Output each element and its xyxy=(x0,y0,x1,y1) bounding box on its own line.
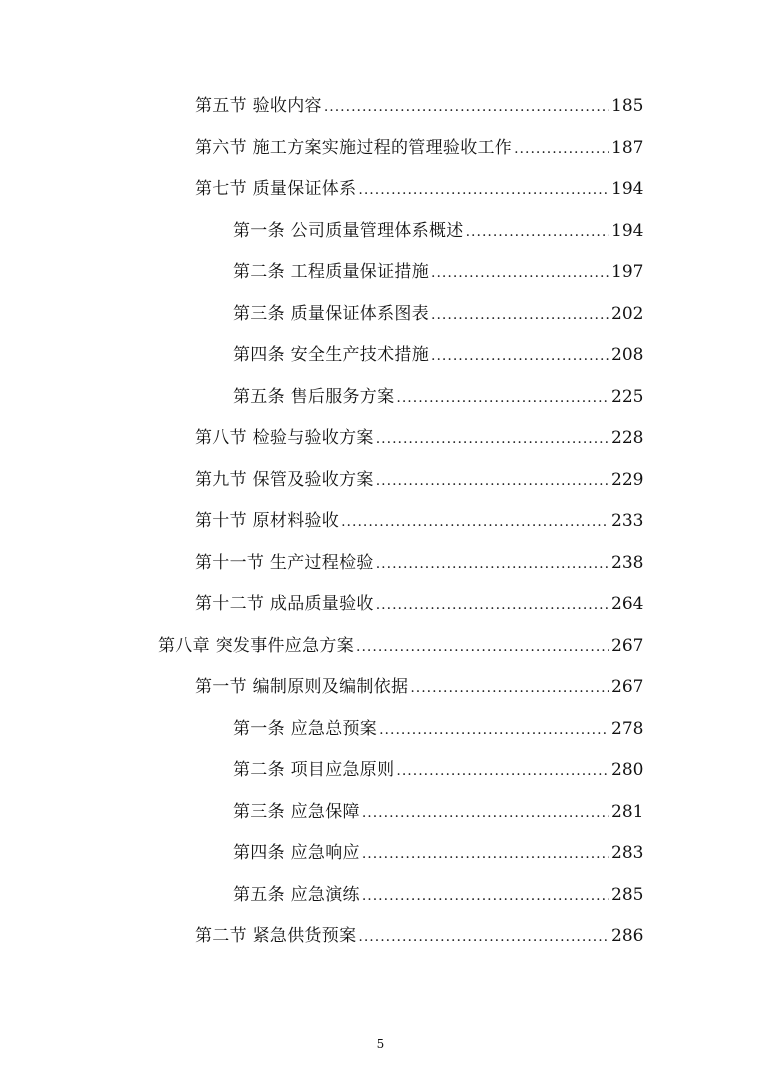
toc-entry-page: 264 xyxy=(611,594,644,614)
toc-entry-title: 第十节 原材料验收 xyxy=(195,511,340,531)
dot-leader xyxy=(376,467,609,495)
toc-entry-page: 225 xyxy=(611,386,644,407)
dot-leader xyxy=(376,591,609,619)
toc-entry[interactable] xyxy=(233,798,644,826)
toc-entry-page: 278 xyxy=(611,718,644,739)
toc-entry-title: 第五节 验收内容 xyxy=(195,96,322,116)
toc-entry[interactable] xyxy=(195,134,644,162)
toc-entry-title: 第六节 施工方案实施过程的管理验收工作 xyxy=(195,137,513,158)
toc-entry[interactable] xyxy=(233,839,644,867)
toc-entry-title: 第四条 安全生产技术措施 xyxy=(233,345,430,365)
toc-entry-page: 229 xyxy=(611,469,644,490)
dot-leader xyxy=(431,301,609,329)
toc-entry-title: 第二条 项目应急原则 xyxy=(233,760,395,780)
dot-leader xyxy=(514,135,609,163)
toc-entry[interactable] xyxy=(158,632,644,660)
dot-leader xyxy=(362,799,609,827)
toc-entry-page: 194 xyxy=(611,220,644,241)
toc-entry-title: 第一条 公司质量管理体系概述 xyxy=(233,220,464,241)
toc-entry[interactable] xyxy=(233,341,644,369)
toc-entry-page: 194 xyxy=(611,179,644,199)
toc-entry[interactable] xyxy=(233,383,644,411)
toc-entry-title: 第十一节 生产过程检验 xyxy=(195,552,374,573)
dot-leader xyxy=(431,259,609,287)
toc-entry-title: 第三条 应急保障 xyxy=(233,801,360,822)
toc-entry-title: 第八节 检验与验收方案 xyxy=(195,428,374,448)
toc-entry-title: 第二条 工程质量保证措施 xyxy=(233,262,430,282)
dot-leader xyxy=(466,218,609,246)
dot-leader xyxy=(341,508,609,536)
toc-entry-title: 第八章 突发事件应急方案 xyxy=(158,635,355,656)
toc-entry[interactable] xyxy=(233,881,644,909)
toc-entry-title: 第十二节 成品质量验收 xyxy=(195,594,374,614)
toc-entry-page: 267 xyxy=(611,635,644,656)
toc-entry[interactable] xyxy=(195,590,644,618)
toc-entry-title: 第九节 保管及验收方案 xyxy=(195,469,374,490)
dot-leader xyxy=(410,674,609,702)
toc-entry[interactable] xyxy=(233,258,644,286)
dot-leader xyxy=(396,757,609,785)
toc-entry[interactable] xyxy=(195,922,644,950)
toc-entry-title: 第三条 质量保证体系图表 xyxy=(233,303,430,324)
toc-entry-title: 第二节 紧急供货预案 xyxy=(195,926,357,946)
toc-entry[interactable] xyxy=(195,424,644,452)
toc-entry-page: 185 xyxy=(611,96,644,116)
toc-entry-title: 第七节 质量保证体系 xyxy=(195,179,357,199)
toc-entry-title: 第一节 编制原则及编制依据 xyxy=(195,677,409,697)
toc-entry[interactable] xyxy=(233,715,644,743)
toc-entry-page: 280 xyxy=(611,760,644,780)
toc-entry[interactable] xyxy=(233,756,644,784)
dot-leader xyxy=(362,840,609,868)
toc-entry[interactable] xyxy=(233,217,644,245)
dot-leader xyxy=(356,633,609,661)
toc-entry[interactable] xyxy=(195,175,644,203)
dot-leader xyxy=(358,176,609,204)
dot-leader xyxy=(358,923,609,951)
dot-leader xyxy=(379,716,609,744)
dot-leader xyxy=(431,342,609,370)
toc-entry-title: 第四条 应急响应 xyxy=(233,843,360,863)
toc-entry-page: 208 xyxy=(611,345,644,365)
dot-leader xyxy=(396,384,609,412)
dot-leader xyxy=(376,550,609,578)
page-number: 5 xyxy=(376,1037,385,1051)
toc-entry[interactable] xyxy=(195,92,644,120)
toc-entry-page: 281 xyxy=(611,801,644,822)
toc-entry-page: 233 xyxy=(611,511,644,531)
toc-entry[interactable] xyxy=(195,673,644,701)
toc-entry-title: 第五条 售后服务方案 xyxy=(233,386,395,407)
toc-entry-title: 第五条 应急演练 xyxy=(233,884,360,905)
toc-entry-page: 283 xyxy=(611,843,644,863)
toc-entry-page: 286 xyxy=(611,926,644,946)
toc-entry-page: 228 xyxy=(611,428,644,448)
toc-entry-page: 238 xyxy=(611,552,644,573)
dot-leader xyxy=(362,882,609,910)
toc-entry[interactable] xyxy=(195,507,644,535)
toc-entry[interactable] xyxy=(195,466,644,494)
toc-entry-page: 187 xyxy=(611,137,644,158)
toc-entry-title: 第一条 应急总预案 xyxy=(233,718,378,739)
toc-entry-page: 285 xyxy=(611,884,644,905)
toc-entry-page: 197 xyxy=(611,262,644,282)
toc-entry-page: 202 xyxy=(611,303,644,324)
toc-entry-page: 267 xyxy=(611,677,644,697)
dot-leader xyxy=(324,93,609,121)
toc-entry[interactable] xyxy=(233,300,644,328)
toc-entry[interactable] xyxy=(195,549,644,577)
dot-leader xyxy=(376,425,609,453)
